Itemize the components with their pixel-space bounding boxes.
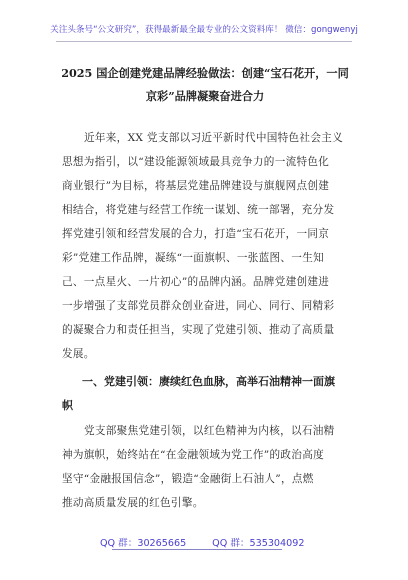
footer-underline: [112, 549, 282, 550]
body-paragraph-1-line-2: 思想为指引，以“建设能源领域最具竞争力的一流特色化: [62, 156, 330, 168]
body-paragraph-1-line-9: 的凝聚合力和责任担当，实现了党建引领、推动了高质量: [62, 324, 335, 336]
body-paragraph-2-line-3: 坚守“金融报国信念”，锻造“金融街上石油人”，点燃: [62, 473, 314, 485]
body-paragraph-1-line-3: 商业银行”为目标，将基层党建品牌建设与旗舰网点创建: [62, 180, 330, 192]
document-title-line-1: 2025 国企创建党建品牌经验做法：创建“宝石花开，一同: [61, 66, 349, 80]
body-paragraph-1-line-4: 相结合，将党建与经营工作统一谋划、统一部署，充分发: [62, 204, 335, 216]
header-banner: 关注头条号“公文研究”，获得最新最全最专业的公文资料库！ 微信：gongwenyj: [50, 25, 358, 35]
body-paragraph-1-line-1: 近年来，XX 党支部以习近平新时代中国特色社会主义: [84, 132, 344, 144]
body-paragraph-1-line-6: 彩”党建工作品牌，凝练“一面旗帜、一张蓝图、一生知: [62, 252, 324, 264]
body-paragraph-2-line-4: 推动高质量发展的红色引擎。: [62, 497, 204, 509]
footer-contact: [100, 535, 310, 549]
body-paragraph-1-line-10: 发展。: [62, 348, 95, 360]
section-heading-1-line-1: 一、党建引领：赓续红色血脉，高举石油精神一面旗: [82, 375, 335, 388]
footer-qq-group-1: QQ 群：30265665: [100, 538, 187, 549]
body-paragraph-2-line-1: 党支部聚焦党建引领，以红色精神为内核，以石油精: [84, 425, 335, 437]
body-paragraph-1-line-5: 挥党建引领和经营发展的合力，打造“宝石花开，一同京: [62, 228, 330, 240]
document-title-line-2: 京彩”品牌凝聚奋进合力: [145, 89, 265, 103]
body-paragraph-2-line-2: 神为旗帜，始终站在“在金融领域为党工作”的政治高度: [62, 449, 324, 461]
header-divider: [56, 41, 352, 42]
body-paragraph-1-line-7: 己、一点星火、一片初心”的品牌内涵。品牌党建创建进: [62, 276, 330, 288]
body-paragraph-1-line-8: 一步增强了支部党员群众创业奋进，同心、同行、同精彩: [62, 300, 335, 312]
section-heading-1-line-2: 帜: [62, 399, 73, 412]
footer-qq-group-2: QQ 群：535304092: [212, 538, 305, 549]
